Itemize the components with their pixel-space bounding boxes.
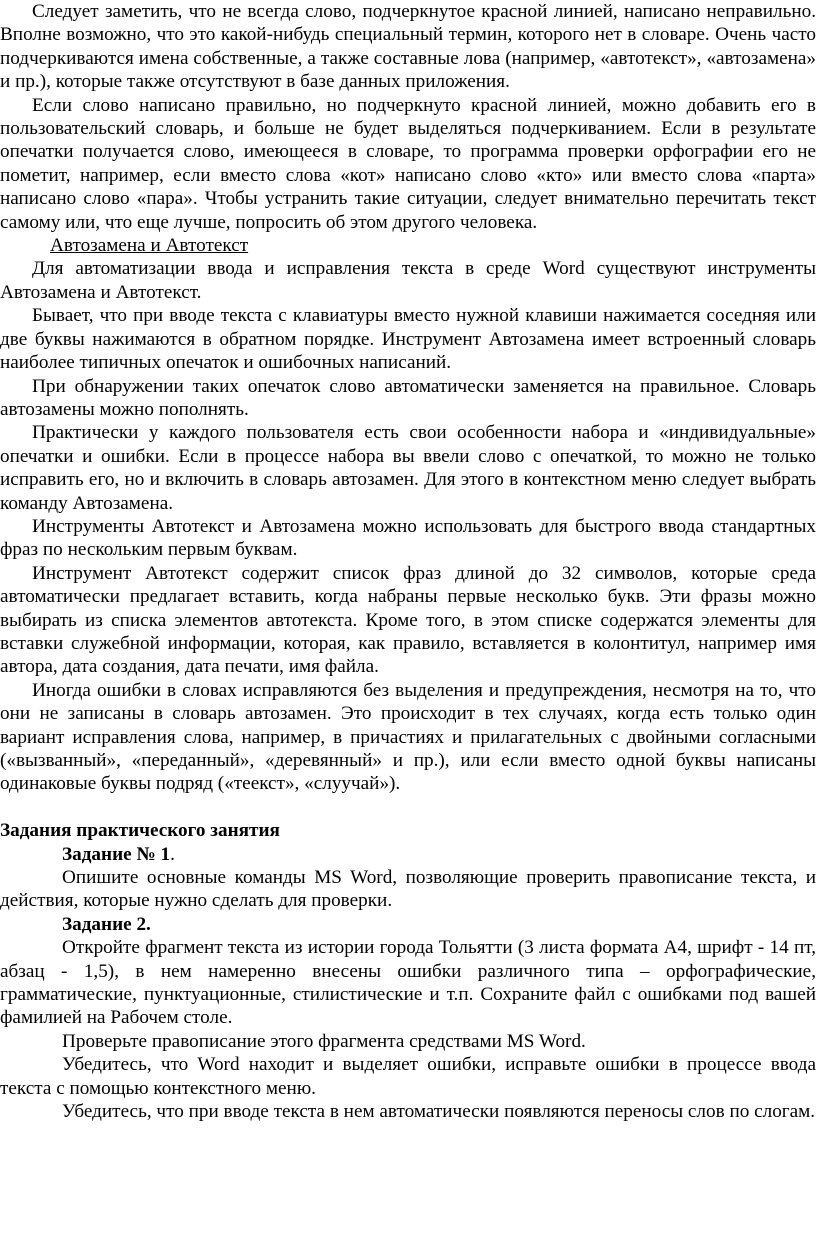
paragraph: Инструмент Автотекст содержит список фраз длиной до 32 символов, которые среда автоматически предлагает вставить, когда набраны первые несколько букв. Эти фразы можно выбирать из списка элементов автотекста. Кроме того, в этом списке содержатся элементы для вставки служебной информации, которая, как правило, вставляется в колонтитул, например имя автора, дата создания, дата печати, имя файла.: [0, 562, 816, 678]
task-1-title-suffix: .: [170, 843, 175, 865]
paragraph: Бывает, что при вводе текста с клавиатуры вместо нужной клавиши нажимается соседняя или две буквы нажимаются в обратном порядке. Инструмент Автозамена имеет встроенный словарь наиболее типичных опечаток и ошибочных написаний.: [0, 305, 816, 374]
task-1-text: Опишите основные команды MS Word, позволяющие проверить правописание текста, и действия, которые нужно сделать для проверки.: [0, 867, 816, 912]
task-2-title: Задание 2.: [62, 913, 151, 935]
paragraph: Для автоматизации ввода и исправления текста в среде Word существуют инструменты Автозамена и Автотекст.: [0, 258, 816, 303]
task-1-title: [0, 843, 816, 866]
paragraph: Иногда ошибки в словах исправляются без выделения и предупреждения, несмотря на то, что они не записаны в словарь автозамен. Это происходит в тех случаях, когда есть только один вариант исправления слова, например, в причастиях и прилагательных с двойными согласными («вызванный», «переданный», «деревянный» и пр.), или если вместо одной буквы написаны одинаковые буквы подряд («теекст», «слуучай»).: [0, 679, 816, 795]
paragraph: Инструменты Автотекст и Автозамена можно использовать для быстрого ввода стандартных фраз по нескольким первым буквам.: [0, 515, 816, 561]
blank-line: [0, 796, 816, 819]
section-title: Задания практического занятия: [0, 820, 280, 842]
paragraph: При обнаружении таких опечаток слово автоматически заменяется на правильное. Словарь автозамены можно пополнять.: [0, 375, 816, 420]
paragraph: Если слово написано правильно, но подчеркнуто красной линией, можно добавить его в пользовательский словарь, и больше не будет выделяться подчеркиванием. Если в результате опечатки получается слово, имеющееся в словаре, то программа проверки орфографии его не пометит, например, если вместо слова «кот» написано слово «кто» или вместо слова «парта» написано слово «пара». Чтобы устранить такие ситуации, следует внимательно перечитать текст самому или, что еще лучше, попросить об этом другого человека.: [0, 94, 816, 233]
task-2-paragraph: Проверьте правописание этого фрагмента средствами MS Word.: [62, 1030, 586, 1052]
subheading-autocorrect: Автозамена и Автотекст: [50, 235, 249, 257]
paragraph: Практически у каждого пользователя есть свои особенности набора и «индивидуальные» опечатки и ошибки. Если в процессе набора вы ввели слово с опечаткой, то можно не только исправить его, но и включить в словарь автозамен. Для этого в контекстном меню следует выбрать команду Автозамена.: [0, 422, 816, 514]
paragraph: Следует заметить, что не всегда слово, подчеркнутое красной линией, написано неправильно. Вполне возможно, что это какой-нибудь специальный термин, которого нет в словаре. Очень часто подчеркиваются имена собственные, а также составные лова (например, «автотекст», «автозамена» и пр.), которые также отсутствуют в базе данных приложения.: [0, 1, 816, 93]
task-2-paragraph: Откройте фрагмент текста из истории города Тольятти (3 листа формата А4, шрифт - 14 пт, абзац - 1,5), в нем намеренно внесены ошибки различного типа – орфографические, грамматические, пунктуационные, стилистические и т.п. Сохраните файл с ошибками под вашей фамилией на Рабочем столе.: [0, 937, 816, 1029]
task-2-paragraph: Убедитесь, что Word находит и выделяет ошибки, исправьте ошибки в процессе ввода текста с помощью контекстного меню.: [0, 1054, 816, 1099]
task-1-title-text: Задание № 1: [62, 843, 171, 865]
task-2-paragraph: Убедитесь, что при вводе текста в нем автоматически появляются переносы слов по слогам.: [62, 1101, 816, 1123]
